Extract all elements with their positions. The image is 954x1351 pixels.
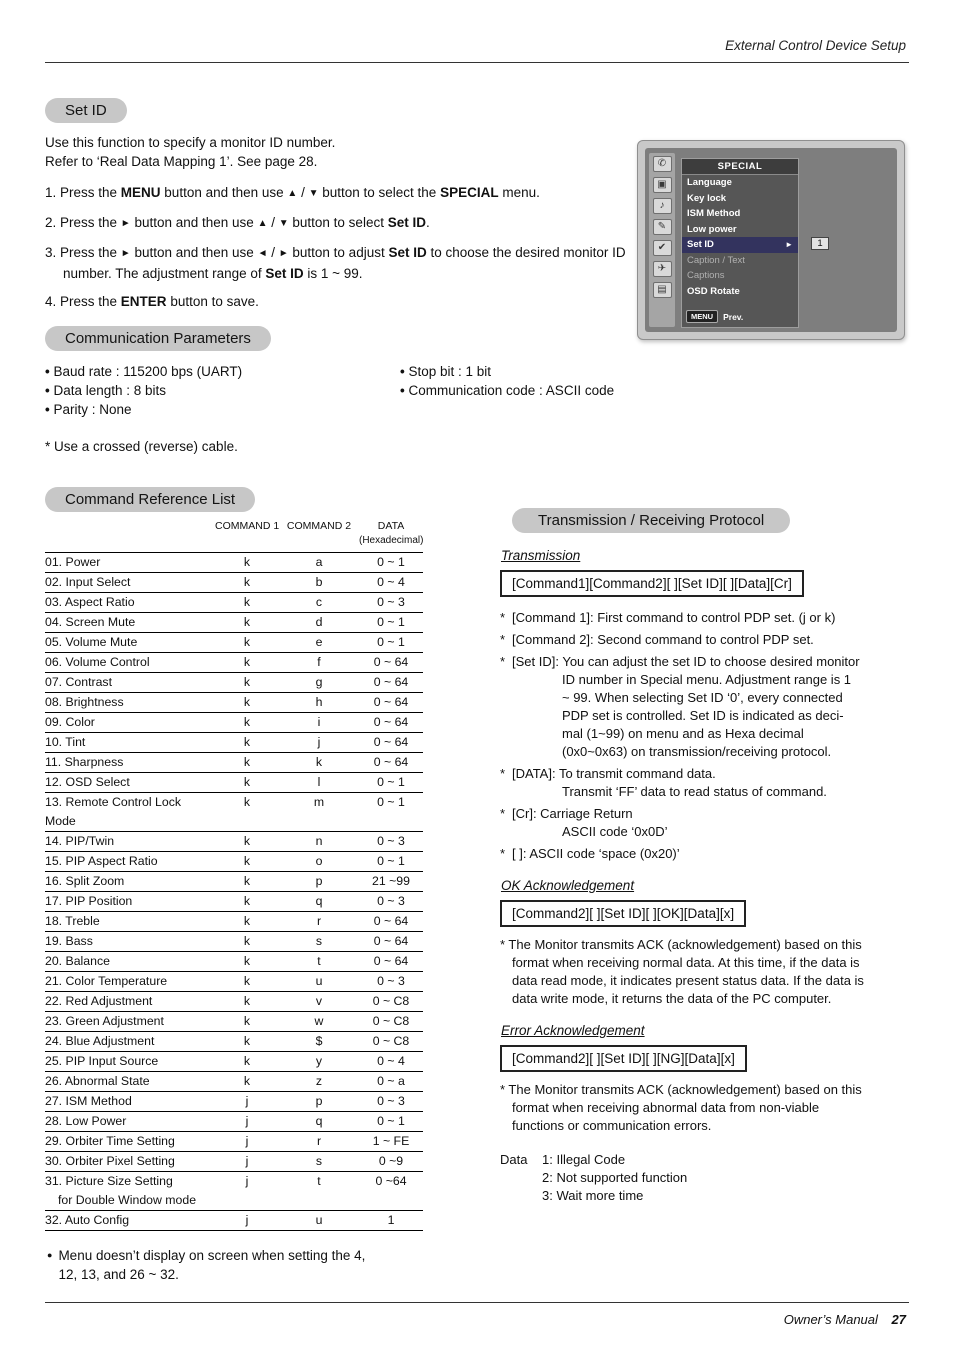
osd-icon-strip [649,153,675,327]
data-cell: 0 ~ 4 [377,1054,405,1068]
error-ack-label: Error Acknowledgement [501,1023,645,1038]
bullet-item: • Stop bit : 1 bit [400,362,614,381]
command-name-line: 18. Treble [45,914,100,928]
command2-cell: s [315,1154,323,1168]
command-name-line: 24. Blue Adjustment [45,1034,155,1048]
table-row [45,992,423,1012]
check-icon: ✔ [653,240,672,256]
set-id-intro [45,133,335,171]
osd-menu-item: ISM Method [687,208,741,219]
table-row [45,912,423,932]
data-label: Data [500,1152,528,1167]
command2-cell: j [317,735,321,749]
remote-icon: ✆ [653,156,672,172]
command-name [45,713,215,732]
data-cell: 0 ~ 3 [377,1094,405,1108]
data-code-item: 2: Not supported function [542,1170,688,1185]
command1-cell: k [243,595,251,609]
command2-cell: g [315,675,323,689]
command-name-line: 04. Screen Mute [45,615,136,629]
data-cell: 0 ~ 64 [373,715,409,729]
data-cell: 0 ~ C8 [372,994,410,1008]
table-row [45,553,423,573]
protocol-note-line: Transmit ‘FF’ data to read status of command. [562,784,827,799]
protocol-note-line: * [Command 2]: Second command to control PDP set. [500,632,814,647]
command1-cell: k [243,715,251,729]
command-name-line: 09. Color [45,715,95,729]
command1-cell: k [243,755,251,769]
table-footnote-text [58,1246,365,1284]
command-name-line: 11. Sharpness [45,755,124,769]
command-name-line: 01. Power [45,555,101,569]
command-name-line: 07. Contrast [45,675,112,689]
command2-cell: q [315,1114,323,1128]
transmission-format-box: [Command1][Command2][ ][Set ID][ ][Data][Cr] [500,570,804,597]
table-row [45,832,423,852]
instruction-step: 4. Press the ENTER button to save. [45,294,259,309]
command1-cell: k [243,615,251,629]
command-name-line: 22. Red Adjustment [45,994,153,1008]
text-line: Refer to ‘Real Data Mapping 1’. See page 28. [45,154,318,169]
command-name-line: 32. Auto Config [45,1213,130,1227]
command-name-line: 30. Orbiter Pixel Setting [45,1154,175,1168]
asterisk: * [500,610,506,625]
footer-manual-label: Owner’s Manual [783,1312,878,1327]
command2-cell: m [313,795,325,809]
command-name [45,633,215,652]
command-table [45,520,423,1231]
command2-cell: h [315,695,323,709]
table-row [45,613,423,633]
table-row [45,1052,423,1072]
section-heading-set-id: Set ID [45,98,127,123]
transmission-notes [500,609,915,863]
error-ack-format-box: [Command2][ ][Set ID][ ][NG][Data][x] [500,1045,747,1072]
command-name [45,1032,215,1051]
protocol-note-line: * [DATA]: To transmit command data. [500,766,716,781]
command2-cell: k [315,755,323,769]
table-row [45,932,423,952]
command-name [45,753,215,772]
command2-cell: s [315,934,323,948]
table-row [45,1072,423,1092]
set-id-steps [45,183,645,320]
instruction-step: 2. Press the ► button and then use ▲ / ▼ button to select Set ID. [45,215,430,230]
command-name-line: 12. OSD Select [45,775,130,789]
table-row [45,733,423,753]
command-name-line: 19. Bass [45,934,93,948]
asterisk: * [500,846,506,861]
protocol-note-line: (0x0~0x63) on transmission/receiving protocol. [562,744,832,759]
command-name [45,673,215,692]
table-row [45,713,423,733]
command2-cell: y [315,1054,323,1068]
command-name-line: 29. Orbiter Time Setting [45,1134,175,1148]
table-row [45,852,423,872]
command2-cell: i [317,715,321,729]
command1-cell: k [243,555,251,569]
command-name-line: 23. Green Adjustment [45,1014,164,1028]
command-name [45,613,215,632]
command-name [45,1152,215,1171]
command-name-line: 17. PIP Position [45,894,133,908]
command2-cell: b [315,575,323,589]
transmission-label: Transmission [501,548,581,563]
command-name [45,773,215,792]
error-data-codes [500,1151,915,1205]
command1-cell: j [245,1114,249,1128]
command-name [45,972,215,991]
data-cell: 0 ~ 3 [377,974,405,988]
data-cell: 0 ~ 64 [373,934,409,948]
command-name-line: 13. Remote Control Lock Mode [45,795,182,828]
ok-ack-label: OK Acknowledgement [501,878,635,893]
data-cell: 0 ~ 1 [377,555,405,569]
data-code-item: 3: Wait more time [542,1188,644,1203]
protocol-note-line: mal (1~99) on menu and as Hexa decimal [562,726,804,741]
command-name-line: 15. PIP Aspect Ratio [45,854,158,868]
data-code-item: 1: Illegal Code [542,1152,626,1167]
data-cell: 0 ~ 1 [377,635,405,649]
section-heading-communication-parameters: Communication Parameters [45,326,271,351]
command-name-line: 08. Brightness [45,695,124,709]
data-cell: 0 ~ 64 [373,695,409,709]
command-name-line: 02. Input Select [45,575,131,589]
table-row [45,1032,423,1052]
command-name [45,852,215,871]
command-name [45,593,215,612]
header-hexadecimal: (Hexadecimal) [359,535,424,546]
asterisk: * [500,632,506,647]
command-name [45,1072,215,1091]
command1-cell: k [243,1054,251,1068]
command-table-body [45,552,423,1231]
table-row [45,773,423,793]
command2-cell: l [317,775,321,789]
command2-cell: q [315,894,323,908]
text-line: 12, 13, and 26 ~ 32. [58,1267,179,1282]
command1-cell: k [243,854,251,868]
protocol-note [500,653,915,761]
command1-cell: j [245,1213,249,1227]
protocol-note-line: * [Command 1]: First command to control PDP set. (j or k) [500,610,836,625]
data-cell: 0 ~ 64 [373,954,409,968]
data-cell: 0 ~ 3 [377,834,405,848]
command-name [45,1052,215,1071]
header-divider [45,62,909,63]
ok-ack-format-box: [Command2][ ][Set ID][ ][OK][Data][x] [500,900,746,927]
text-line: Use this function to specify a monitor ID number. [45,135,336,150]
command1-cell: k [243,795,251,809]
command2-cell: n [315,834,323,848]
data-cell: 21 ~99 [372,874,410,888]
instruction-step: 1. Press the MENU button and then use ▲ / ▼ button to select the SPECIAL menu. [45,185,540,200]
section-heading-protocol: Transmission / Receiving Protocol [512,508,790,533]
command-name-line: 20. Balance [45,954,110,968]
data-cell: 0 ~ 64 [373,755,409,769]
page-footer [784,1312,906,1327]
command-name [45,912,215,931]
header-command2: COMMAND 2 [286,520,352,532]
command1-cell: k [243,834,251,848]
protocol-note-line: ID number in Special menu. Adjustment range is 1 [562,672,852,687]
data-cell: 0 ~ 4 [377,575,405,589]
command1-cell: k [243,894,251,908]
command-name [45,1132,215,1151]
bullet-item: • Baud rate : 115200 bps (UART) [45,362,242,381]
command-name [45,832,215,851]
data-cell: 0 ~ C8 [372,1014,410,1028]
bullet-icon: ● [47,1250,53,1260]
protocol-note [500,805,915,841]
command-name-line: 31. Picture Size Setting [45,1174,173,1188]
table-row [45,952,423,972]
data-cell: 1 ~ FE [372,1134,410,1148]
command2-cell: u [315,1213,323,1227]
ok-ack-text: * The Monitor transmits ACK (acknowledgement) based on this format when receiving normal data. At this time, if the data is data read mode, it indicates present status data. If the data is data write mode, it returns the data of the PC computer. [500,937,864,1006]
header-data: DATA [377,520,405,532]
table-row [45,793,423,832]
data-cell: 0 ~ 64 [373,675,409,689]
command1-cell: k [243,994,251,1008]
comm-params-note: * Use a crossed (reverse) cable. [45,439,238,454]
osd-menu-panel [681,158,799,328]
error-ack-text: * The Monitor transmits ACK (acknowledgement) based on this format when receiving abnormal data from non-viable functions or communication errors. [500,1082,862,1133]
command1-cell: k [243,635,251,649]
command2-cell: t [317,954,321,968]
command2-cell: o [315,854,323,868]
command2-cell: $ [315,1034,323,1048]
protocol-note [500,765,915,801]
command-name [45,653,215,672]
command-name-line: 06. Volume Control [45,655,150,669]
command1-cell: k [243,1074,251,1088]
data-code-list [542,1151,687,1205]
command2-cell: v [315,994,323,1008]
screen-icon: ▣ [653,177,672,193]
command-name-line: 16. Split Zoom [45,874,125,888]
command-name [45,1112,215,1131]
protocol-note [500,631,915,649]
bullet-item: • Data length : 8 bits [45,381,242,400]
data-cell: 0 ~ 64 [373,735,409,749]
command2-cell: r [316,1134,322,1148]
osd-menu-item: Caption / Text [687,254,745,266]
osd-menu-item: Language [687,177,732,188]
osd-menu-footer [682,309,798,324]
command2-cell: u [315,974,323,988]
command-table-header [45,520,423,535]
table-row [45,633,423,653]
section-heading-command-reference-list: Command Reference List [45,487,255,512]
asterisk: * [500,806,506,821]
command1-cell: k [243,775,251,789]
asterisk: * [500,766,506,781]
table-row [45,753,423,773]
command2-cell: f [317,655,321,669]
footer-divider [45,1302,909,1303]
protocol-note-line: * [Cr]: Carriage Return [500,806,633,821]
osd-prev-label: Prev. [723,311,744,322]
data-cell: 0 ~ 1 [377,775,405,789]
command-name-line2: for Double Window mode [58,1193,197,1207]
data-cell: 0 ~ 3 [377,894,405,908]
command1-cell: k [243,934,251,948]
command1-cell: j [245,1094,249,1108]
osd-menu-item: Key lock [687,192,727,204]
data-cell: 0 ~ 3 [377,595,405,609]
pencil-icon: ✎ [653,219,672,235]
header-command1: COMMAND 1 [215,520,280,532]
protocol-note-line: ~ 99. When selecting Set ID ‘0’, every connected [562,690,843,705]
table-row [45,1211,423,1231]
data-cell: 0 ~ 1 [377,854,405,868]
osd-menu-item: Low power [687,223,737,235]
data-cell: 0 ~ 64 [373,655,409,669]
table-row [45,1092,423,1112]
command-name [45,793,215,831]
protocol-column [500,508,915,1205]
command1-cell: k [243,675,251,689]
command1-cell: k [243,695,251,709]
command1-cell: k [243,974,251,988]
command1-cell: k [243,914,251,928]
osd-menu-title: SPECIAL [682,159,798,175]
command1-cell: j [245,1134,249,1148]
table-row [45,872,423,892]
command-name-line: 10. Tint [45,735,86,749]
plane-icon: ✈ [653,261,672,277]
command2-cell: e [315,635,323,649]
protocol-note-line: * [ ]: ASCII code ‘space (0x20)’ [500,846,680,861]
table-row [45,1132,423,1152]
table-row [45,892,423,912]
command-name-line: 03. Aspect Ratio [45,595,135,609]
command1-cell: j [245,1174,249,1188]
table-footnote [47,1246,467,1284]
data-cell: 0 ~ 1 [377,615,405,629]
command2-cell: c [315,595,323,609]
command-name [45,992,215,1011]
data-cell: 1 [387,1213,395,1227]
osd-menu-items [682,175,798,299]
comm-params-left-list [45,362,242,419]
data-cell: 0 ~9 [378,1154,404,1168]
right-arrow-icon: ► [785,240,793,249]
text-line: Menu doesn’t display on screen when setting the 4, [58,1248,366,1263]
command-name [45,1211,215,1230]
table-row [45,673,423,693]
command-name [45,553,215,572]
command2-cell: z [315,1074,323,1088]
osd-set-id-value: 1 [811,237,829,250]
command2-cell: t [317,1174,321,1188]
command-name-line: 21. Color Temperature [45,974,168,988]
protocol-note [500,609,915,627]
protocol-note-line: ASCII code ‘0x0D’ [562,824,668,839]
command-name [45,693,215,712]
page-header-title: External Control Device Setup [725,38,906,53]
data-cell: 0 ~ 1 [377,795,405,809]
data-cell: 0 ~ a [377,1074,405,1088]
command1-cell: k [243,874,251,888]
table-row [45,693,423,713]
asterisk: * [500,654,506,669]
table-row [45,1172,423,1211]
table-row [45,972,423,992]
command-name-line: 14. PIP/Twin [45,834,115,848]
footer-page-number: 27 [891,1312,906,1327]
command-name-line: 28. Low Power [45,1114,127,1128]
monitor-icon: ▤ [653,282,672,298]
command-name [45,892,215,911]
command-name-line: 26. Abnormal State [45,1074,150,1088]
command-name-line: 05. Volume Mute [45,635,138,649]
command2-cell: p [315,874,323,888]
command-table-subheader [45,535,423,550]
command1-cell: k [243,655,251,669]
data-cell: 0 ~64 [375,1174,407,1188]
command1-cell: k [243,1014,251,1028]
command1-cell: k [243,575,251,589]
command2-cell: a [315,555,323,569]
command1-cell: k [243,735,251,749]
instruction-step: 3. Press the ► button and then use ◄ / ► button to adjust Set ID to choose the desired monitor ID number. The adjustment range of Set ID is 1 ~ 99. [45,245,626,281]
protocol-note [500,845,915,863]
command-name-line: 25. PIP Input Source [45,1054,159,1068]
table-row [45,573,423,593]
table-row [45,1152,423,1172]
bullet-item: • Parity : None [45,400,242,419]
command-name [45,573,215,592]
protocol-note-line: * [Set ID]: You can adjust the set ID to choose desired monitor [500,654,860,669]
command1-cell: k [243,954,251,968]
command-name [45,872,215,891]
command2-cell: w [314,1014,324,1028]
osd-menu-item: Set ID ► [682,237,798,253]
command2-cell: p [315,1094,323,1108]
osd-menu-item: OSD Rotate [687,285,740,297]
table-row [45,1012,423,1032]
command-name [45,733,215,752]
command-name [45,1172,215,1210]
bullet-item: • Communication code : ASCII code [400,381,614,400]
command-name [45,932,215,951]
table-row [45,593,423,613]
command-name-line: 27. ISM Method [45,1094,132,1108]
table-row [45,1112,423,1132]
command2-cell: d [315,615,323,629]
table-row [45,653,423,673]
audio-icon: ♪ [653,198,672,214]
comm-params-right-list [400,362,614,400]
command2-cell: r [316,914,322,928]
command-name [45,1012,215,1031]
data-cell: 0 ~ C8 [372,1034,410,1048]
osd-menu-button-label: MENU [686,310,718,323]
protocol-note-line: PDP set is controlled. Set ID is indicated as deci- [562,708,844,723]
command-name [45,952,215,971]
osd-menu-item: Captions [687,270,725,281]
data-cell: 0 ~ 1 [377,1114,405,1128]
command1-cell: k [243,1034,251,1048]
data-cell: 0 ~ 64 [373,914,409,928]
command1-cell: j [245,1154,249,1168]
command-name [45,1092,215,1111]
osd-menu-screenshot [637,140,905,340]
osd-screen [645,148,897,332]
